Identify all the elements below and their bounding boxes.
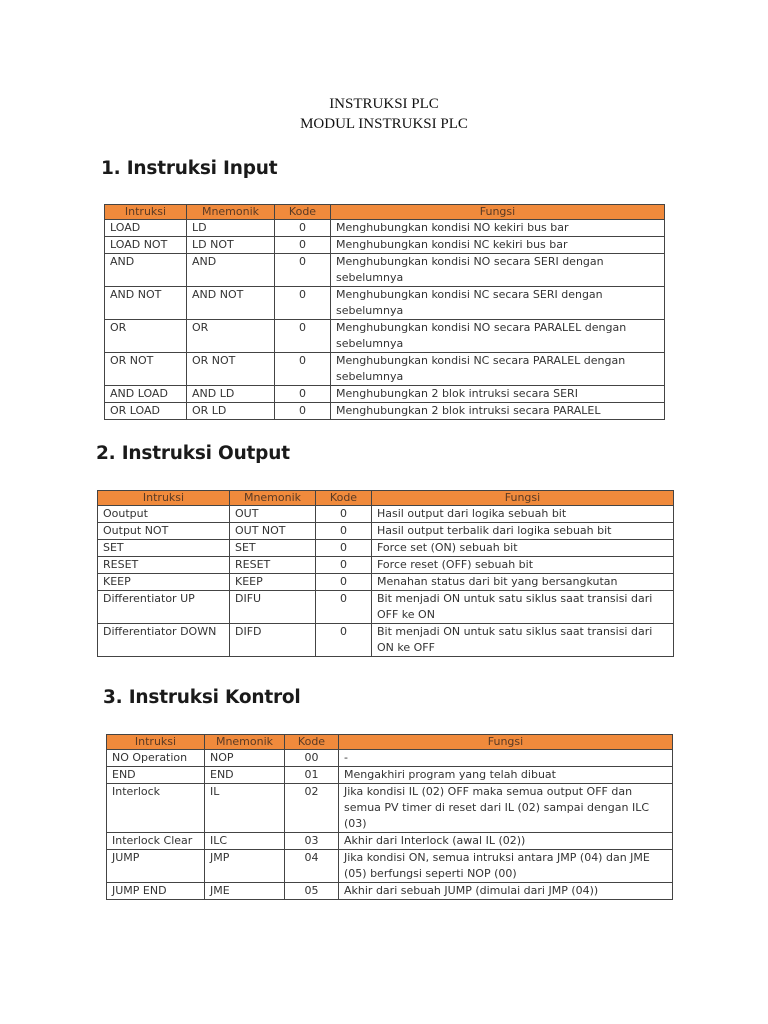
column-header-instruction-name: Intruksi bbox=[98, 491, 230, 506]
cell-function: Menahan status dari bit yang bersangkutan bbox=[372, 574, 674, 591]
table-header-row bbox=[107, 735, 673, 750]
table-row bbox=[98, 591, 674, 624]
column-header-function: Fungsi bbox=[339, 735, 673, 750]
cell-mnemonic: AND bbox=[187, 254, 275, 287]
table-row bbox=[107, 850, 673, 883]
column-header-mnemonic: Mnemonik bbox=[230, 491, 316, 506]
cell-code: 0 bbox=[275, 237, 331, 254]
cell-function: Menghubungkan 2 blok intruksi secara SERI bbox=[331, 386, 665, 403]
table-row bbox=[107, 784, 673, 833]
cell-function: Menghubungkan kondisi NC secara SERI dengan sebelumnya bbox=[331, 287, 665, 320]
cell-code: 0 bbox=[275, 353, 331, 386]
cell-instruction-name: KEEP bbox=[98, 574, 230, 591]
cell-mnemonic: OR LD bbox=[187, 403, 275, 420]
cell-instruction-name: Interlock bbox=[107, 784, 205, 833]
cell-function: Akhir dari Interlock (awal IL (02)) bbox=[339, 833, 673, 850]
cell-code: 05 bbox=[285, 883, 339, 900]
section-heading-control: 3. Instruksi Kontrol bbox=[103, 687, 301, 708]
cell-code: 0 bbox=[275, 320, 331, 353]
cell-mnemonic: JMP bbox=[205, 850, 285, 883]
table-row bbox=[98, 523, 674, 540]
cell-mnemonic: ILC bbox=[205, 833, 285, 850]
cell-function: Hasil output dari logika sebuah bit bbox=[372, 506, 674, 523]
cell-function: Menghubungkan 2 blok intruksi secara PARALEL bbox=[331, 403, 665, 420]
cell-instruction-name: AND bbox=[105, 254, 187, 287]
title-line-1: INSTRUKSI PLC bbox=[329, 96, 439, 112]
cell-code: 0 bbox=[275, 403, 331, 420]
table-row bbox=[105, 403, 665, 420]
cell-instruction-name: AND LOAD bbox=[105, 386, 187, 403]
cell-code: 01 bbox=[285, 767, 339, 784]
cell-instruction-name: Ooutput bbox=[98, 506, 230, 523]
column-header-mnemonic: Mnemonik bbox=[205, 735, 285, 750]
cell-function: Menghubungkan kondisi NO secara SERI dengan sebelumnya bbox=[331, 254, 665, 287]
cell-function: Menghubungkan kondisi NC kekiri bus bar bbox=[331, 237, 665, 254]
cell-mnemonic: END bbox=[205, 767, 285, 784]
cell-code: 03 bbox=[285, 833, 339, 850]
table-row bbox=[98, 540, 674, 557]
column-header-mnemonic: Mnemonik bbox=[187, 205, 275, 220]
cell-function: Force reset (OFF) sebuah bit bbox=[372, 557, 674, 574]
cell-instruction-name: OR bbox=[105, 320, 187, 353]
cell-mnemonic: JME bbox=[205, 883, 285, 900]
table-row bbox=[98, 506, 674, 523]
cell-mnemonic: DIFD bbox=[230, 624, 316, 657]
column-header-instruction-name: Intruksi bbox=[107, 735, 205, 750]
cell-function: Akhir dari sebuah JUMP (dimulai dari JMP (04)) bbox=[339, 883, 673, 900]
cell-instruction-name: JUMP END bbox=[107, 883, 205, 900]
cell-mnemonic: OUT bbox=[230, 506, 316, 523]
cell-code: 0 bbox=[316, 624, 372, 657]
cell-code: 0 bbox=[275, 386, 331, 403]
cell-code: 0 bbox=[275, 220, 331, 237]
cell-instruction-name: LOAD NOT bbox=[105, 237, 187, 254]
cell-instruction-name: Interlock Clear bbox=[107, 833, 205, 850]
cell-function: Jika kondisi IL (02) OFF maka semua output OFF dan semua PV timer di reset dari IL (02) sampai dengan ILC (03) bbox=[339, 784, 673, 833]
cell-instruction-name: NO Operation bbox=[107, 750, 205, 767]
output-instruction-table bbox=[97, 490, 674, 657]
cell-mnemonic: AND NOT bbox=[187, 287, 275, 320]
table-header-row bbox=[98, 491, 674, 506]
cell-function: Force set (ON) sebuah bit bbox=[372, 540, 674, 557]
cell-code: 0 bbox=[316, 523, 372, 540]
cell-mnemonic: NOP bbox=[205, 750, 285, 767]
cell-function: Menghubungkan kondisi NO kekiri bus bar bbox=[331, 220, 665, 237]
cell-mnemonic: LD bbox=[187, 220, 275, 237]
table-row bbox=[105, 220, 665, 237]
cell-function: Hasil output terbalik dari logika sebuah bit bbox=[372, 523, 674, 540]
table-row bbox=[105, 254, 665, 287]
table-row bbox=[98, 574, 674, 591]
cell-mnemonic: OR NOT bbox=[187, 353, 275, 386]
column-header-code: Kode bbox=[285, 735, 339, 750]
cell-code: 00 bbox=[285, 750, 339, 767]
table-row bbox=[105, 320, 665, 353]
column-header-function: Fungsi bbox=[372, 491, 674, 506]
table-header-row bbox=[105, 205, 665, 220]
table-row bbox=[105, 287, 665, 320]
cell-function: Bit menjadi ON untuk satu siklus saat transisi dari ON ke OFF bbox=[372, 624, 674, 657]
cell-mnemonic: DIFU bbox=[230, 591, 316, 624]
cell-mnemonic: OUT NOT bbox=[230, 523, 316, 540]
cell-instruction-name: OR LOAD bbox=[105, 403, 187, 420]
input-instruction-table bbox=[104, 204, 665, 420]
cell-code: 02 bbox=[285, 784, 339, 833]
column-header-function: Fungsi bbox=[331, 205, 665, 220]
cell-function: Mengakhiri program yang telah dibuat bbox=[339, 767, 673, 784]
cell-instruction-name: Differentiator UP bbox=[98, 591, 230, 624]
cell-instruction-name: LOAD bbox=[105, 220, 187, 237]
title-line-2: MODUL INSTRUKSI PLC bbox=[300, 116, 468, 132]
cell-instruction-name: END bbox=[107, 767, 205, 784]
section-heading-output: 2. Instruksi Output bbox=[96, 443, 290, 464]
cell-code: 0 bbox=[316, 591, 372, 624]
cell-mnemonic: KEEP bbox=[230, 574, 316, 591]
cell-code: 0 bbox=[275, 254, 331, 287]
cell-function: Menghubungkan kondisi NC secara PARALEL dengan sebelumnya bbox=[331, 353, 665, 386]
cell-code: 0 bbox=[316, 557, 372, 574]
cell-instruction-name: SET bbox=[98, 540, 230, 557]
table-row bbox=[107, 750, 673, 767]
table-row bbox=[107, 767, 673, 784]
table-row bbox=[105, 353, 665, 386]
column-header-code: Kode bbox=[316, 491, 372, 506]
table-row bbox=[107, 833, 673, 850]
cell-code: 0 bbox=[316, 574, 372, 591]
cell-mnemonic: LD NOT bbox=[187, 237, 275, 254]
cell-code: 0 bbox=[316, 506, 372, 523]
column-header-instruction-name: Intruksi bbox=[105, 205, 187, 220]
table-row bbox=[105, 386, 665, 403]
cell-function: - bbox=[339, 750, 673, 767]
cell-mnemonic: RESET bbox=[230, 557, 316, 574]
cell-mnemonic: AND LD bbox=[187, 386, 275, 403]
cell-code: 0 bbox=[275, 287, 331, 320]
table-row bbox=[98, 624, 674, 657]
section-heading-input: 1. Instruksi Input bbox=[101, 158, 278, 179]
cell-instruction-name: OR NOT bbox=[105, 353, 187, 386]
cell-instruction-name: AND NOT bbox=[105, 287, 187, 320]
cell-instruction-name: JUMP bbox=[107, 850, 205, 883]
cell-function: Bit menjadi ON untuk satu siklus saat transisi dari OFF ke ON bbox=[372, 591, 674, 624]
cell-code: 0 bbox=[316, 540, 372, 557]
control-instruction-table bbox=[106, 734, 673, 900]
table-row bbox=[98, 557, 674, 574]
cell-function: Jika kondisi ON, semua intruksi antara JMP (04) dan JME (05) berfungsi seperti NOP (00) bbox=[339, 850, 673, 883]
cell-mnemonic: IL bbox=[205, 784, 285, 833]
cell-function: Menghubungkan kondisi NO secara PARALEL dengan sebelumnya bbox=[331, 320, 665, 353]
cell-instruction-name: Differentiator DOWN bbox=[98, 624, 230, 657]
cell-mnemonic: SET bbox=[230, 540, 316, 557]
cell-instruction-name: RESET bbox=[98, 557, 230, 574]
table-row bbox=[105, 237, 665, 254]
table-row bbox=[107, 883, 673, 900]
cell-instruction-name: Output NOT bbox=[98, 523, 230, 540]
cell-mnemonic: OR bbox=[187, 320, 275, 353]
column-header-code: Kode bbox=[275, 205, 331, 220]
cell-code: 04 bbox=[285, 850, 339, 883]
document-title bbox=[0, 94, 768, 134]
